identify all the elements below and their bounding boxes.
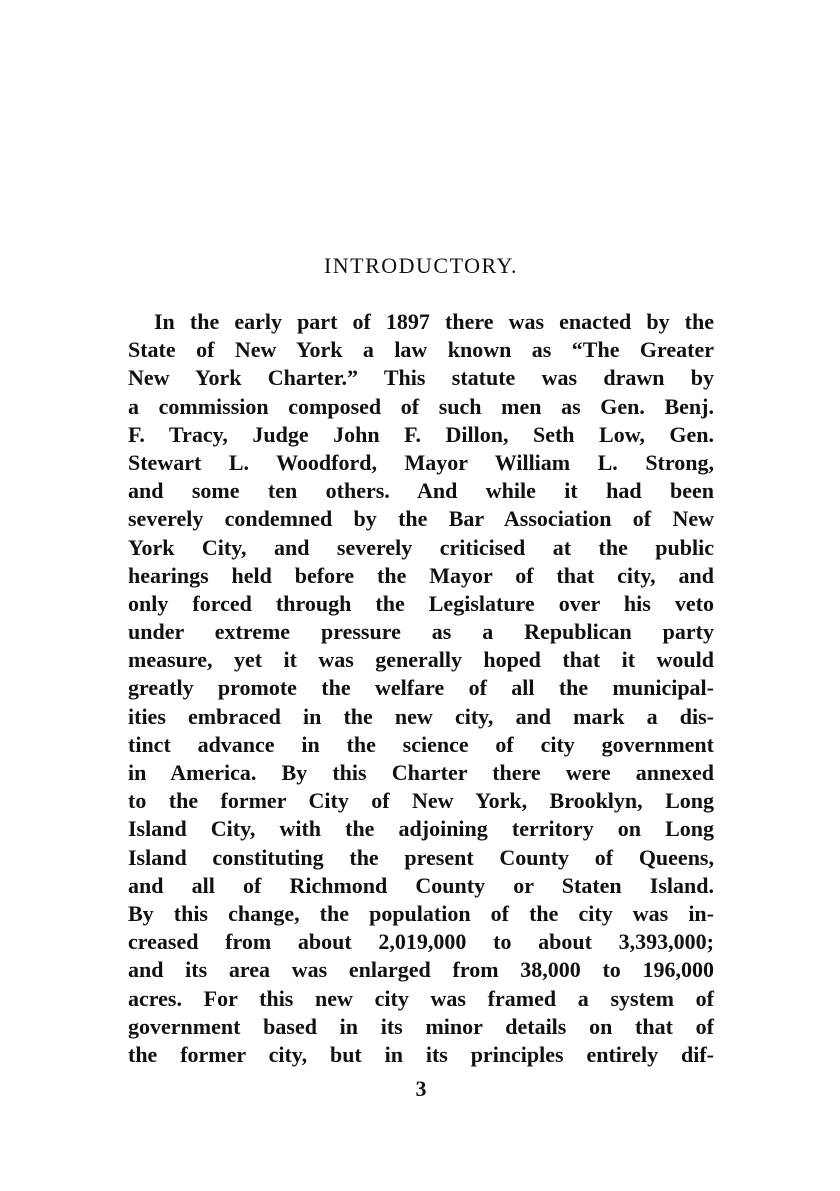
text-line: and its area was enlarged from 38,000 to 196,000 xyxy=(128,957,714,983)
text-line: only forced through the Legislature over his veto xyxy=(128,590,714,616)
text-line: State of New York a law known as “The Greater xyxy=(128,337,714,363)
text-line: By this change, the population of the city was in- xyxy=(128,900,714,926)
text-line: acres. For this new city was framed a system of xyxy=(128,985,714,1011)
text-line: New York Charter.” This statute was drawn by xyxy=(128,365,714,391)
text-line: tinct advance in the science of city government xyxy=(128,731,714,757)
text-line: and some ten others. And while it had been xyxy=(128,478,714,504)
text-line: In the early part of 1897 there was enacted by the xyxy=(154,309,714,334)
text-line: measure, yet it was generally hoped that it would xyxy=(128,647,714,673)
text-line: a commission composed of such men as Gen. Benj. xyxy=(128,393,714,419)
text-line: in America. By this Charter there were annexed xyxy=(128,760,714,785)
text-line: under extreme pressure as a Republican party xyxy=(128,619,714,645)
text-line: Island constituting the present County of Queens, xyxy=(128,844,714,870)
page-heading: INTRODUCTORY. xyxy=(323,253,519,278)
text-line: York City, and severely criticised at the public xyxy=(128,534,714,560)
page-number: 3 xyxy=(415,1076,427,1101)
text-line: severely condemned by the Bar Association of New xyxy=(128,506,714,532)
text-line: and all of Richmond County or Staten Island. xyxy=(128,872,714,898)
text-line: to the former City of New York, Brooklyn, Long xyxy=(128,788,714,814)
text-line: greatly promote the welfare of all the municipal- xyxy=(128,675,714,701)
text-line: F. Tracy, Judge John F. Dillon, Seth Low, Gen. xyxy=(128,421,714,447)
text-line: ities embraced in the new city, and mark a dis- xyxy=(128,703,714,729)
body-text xyxy=(128,308,714,1069)
text-line: creased from about 2,019,000 to about 3,393,000; xyxy=(128,929,714,955)
text-line: hearings held before the Mayor of that city, and xyxy=(128,562,714,588)
text-line: Island City, with the adjoining territory on Long xyxy=(128,816,714,842)
text-line: Stewart L. Woodford, Mayor William L. Strong, xyxy=(128,449,714,475)
text-line: the former city, but in its principles entirely dif- xyxy=(128,1041,714,1067)
text-line: government based in its minor details on that of xyxy=(128,1013,714,1039)
